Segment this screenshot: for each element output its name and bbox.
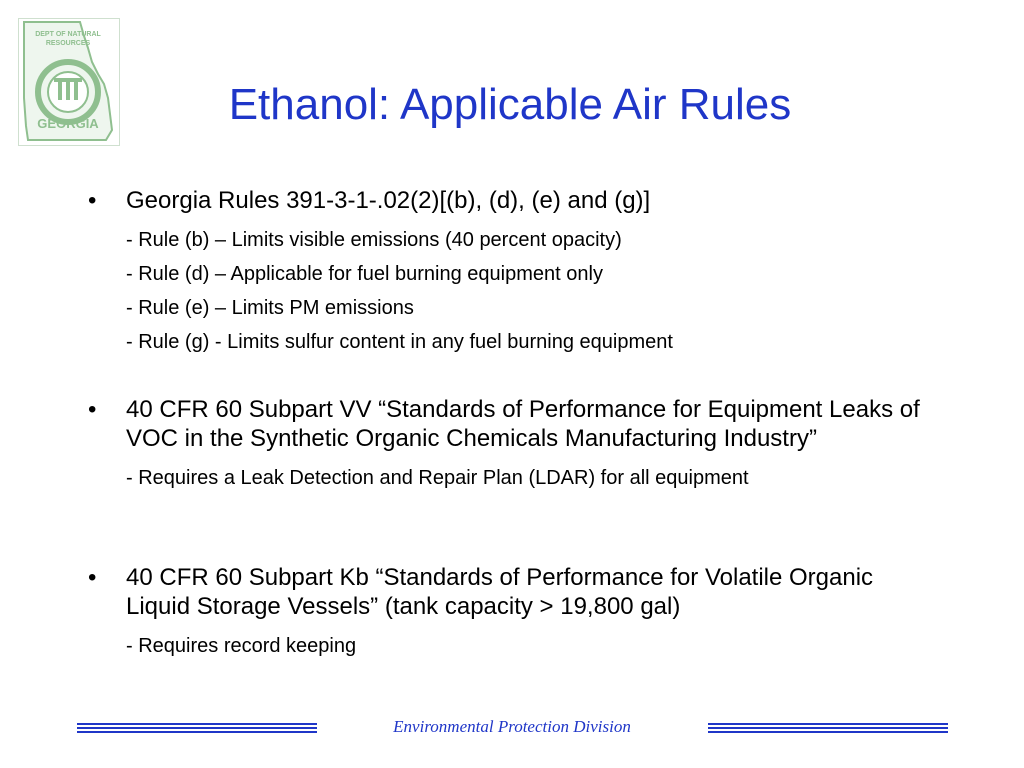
bullet-marker: •	[88, 564, 97, 591]
georgia-epd-logo	[18, 18, 120, 146]
sub-item-rule-d: - Rule (d) – Applicable for fuel burning equipment only	[126, 263, 603, 285]
bullet-section-subpart-kb	[88, 563, 936, 663]
footer-left-rule	[77, 723, 317, 735]
logo-state-name: GEORGIA	[37, 116, 99, 131]
sub-item-rule-e: - Rule (e) – Limits PM emissions	[126, 297, 414, 319]
bullet-section-georgia-rules	[88, 186, 976, 359]
bullet-section-subpart-vv	[88, 395, 926, 495]
logo-dept-line1: DEPT OF NATURAL	[35, 31, 101, 38]
bullet-marker: •	[88, 187, 97, 214]
sub-item-record-keeping: - Requires record keeping	[126, 635, 357, 657]
footer-right-rule	[708, 723, 948, 735]
bullet-marker: •	[88, 396, 97, 423]
sub-item-ldar: - Requires a Leak Detection and Repair Plan (LDAR) for all equipment	[126, 467, 749, 489]
footer-text: Environmental Protection Division	[393, 717, 631, 736]
bullet-text: 40 CFR 60 Subpart VV “Standards of Performance for Equipment Leaks of VOC in the Synthetic Organic Chemicals Manufacturing Industry”	[126, 396, 920, 452]
bullet-text: Georgia Rules 391-3-1-.02(2)[(b), (d), (e) and (g)]	[126, 187, 651, 214]
logo-dept-line2: RESOURCES	[45, 40, 91, 47]
slide-title: Ethanol: Applicable Air Rules	[228, 80, 792, 129]
sub-item-rule-g: - Rule (g) - Limits sulfur content in any fuel burning equipment	[126, 331, 673, 353]
bullet-text: 40 CFR 60 Subpart Kb “Standards of Performance for Volatile Organic Liquid Storage Vessels” (tank capacity > 19,800 gal)	[126, 564, 874, 620]
georgia-state-seal-icon	[18, 18, 120, 146]
sub-item-rule-b: - Rule (b) – Limits visible emissions (40 percent opacity)	[126, 229, 622, 251]
